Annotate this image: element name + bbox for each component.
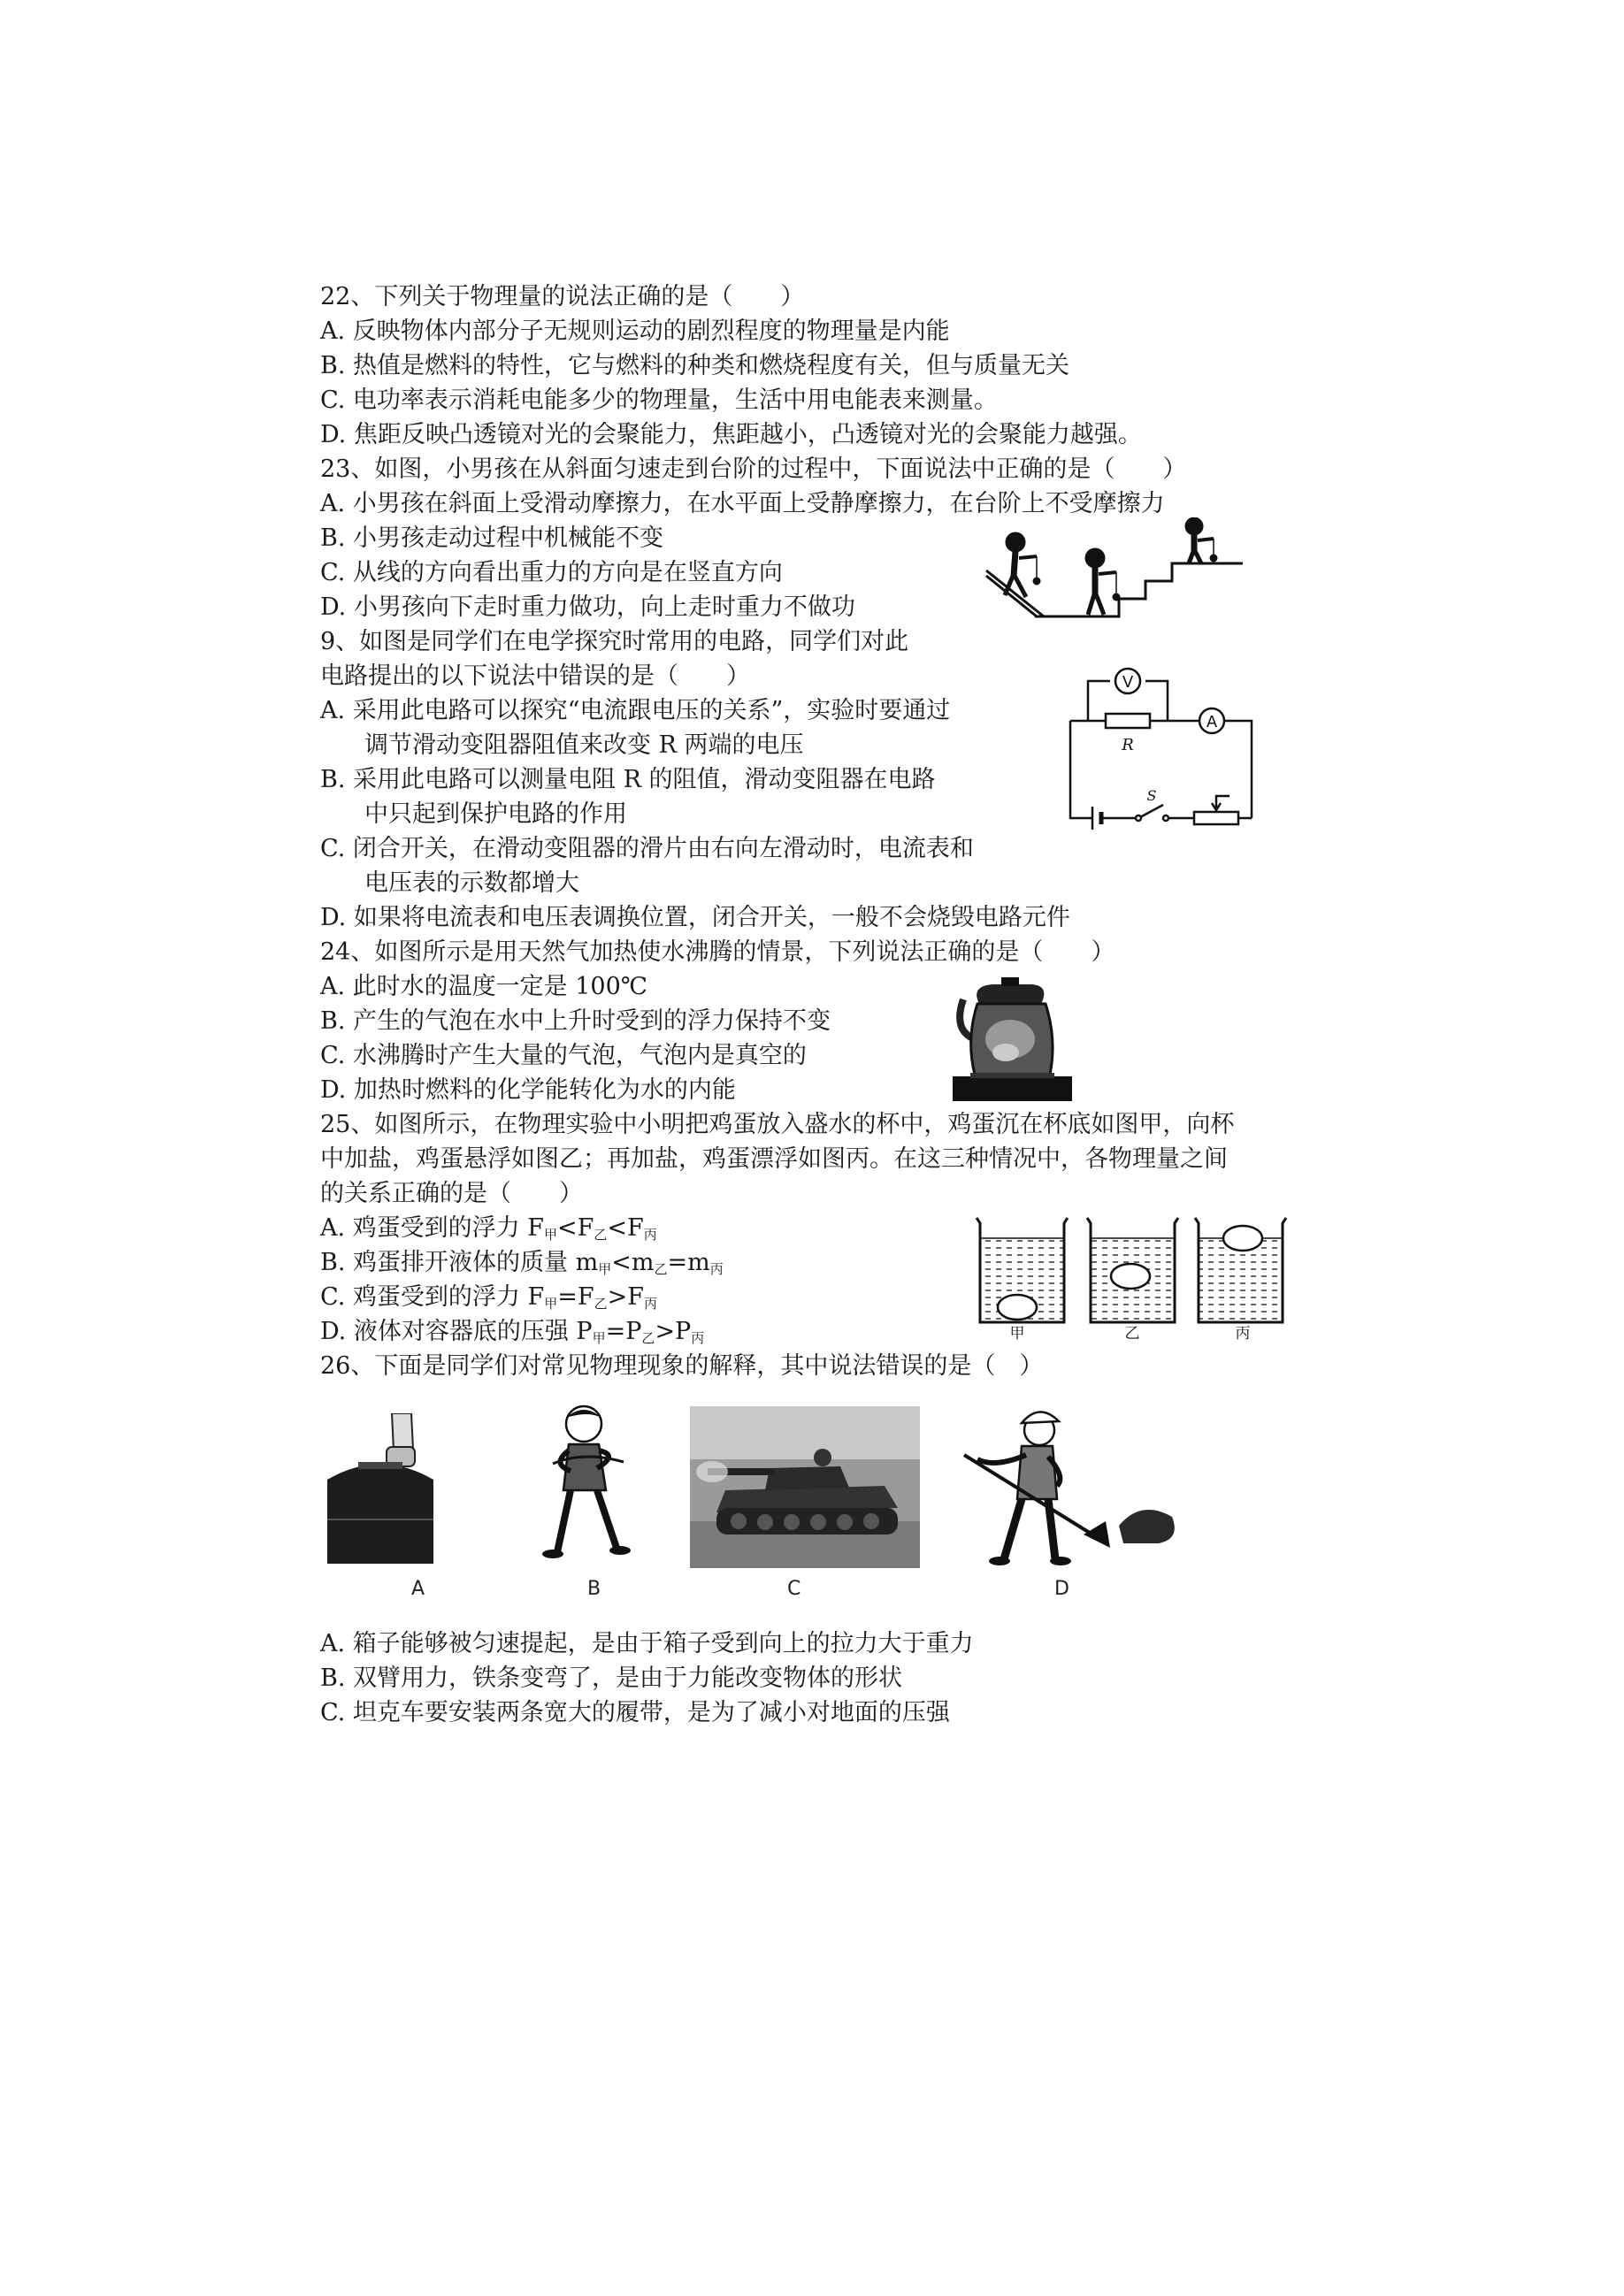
q23-option-a: A. 小男孩在斜面上受滑动摩擦力，在水平面上受静摩擦力，在台阶上不受摩擦力 <box>320 490 1165 517</box>
beaker-jia <box>977 1218 1068 1322</box>
q26-figure-label-d: D <box>1054 1578 1069 1600</box>
q25-option-a: A. 鸡蛋受到的浮力 $F_甲<F_乙<F_丙$ <box>320 1214 657 1243</box>
q26-figure-label-c: C <box>787 1578 801 1600</box>
q9-option-a-line1: A. 采用此电路可以探究“电流跟电压的关系”，实验时要通过 <box>320 697 951 724</box>
q23-option-c: C. 从线的方向看出重力的方向是在竖直方向 <box>320 559 783 586</box>
egg-beakers-figure <box>973 1216 1296 1340</box>
shoveling-figure <box>960 1402 1181 1570</box>
q26-option-c: C. 坦克车要安装两条宽大的履带，是为了减小对地面的压强 <box>320 1699 950 1726</box>
q9-stem-line1: 9、如图是同学们在电学探究时常用的电路，同学们对此 <box>320 628 909 655</box>
q25-option-d: D. 液体对容器底的压强 $P_甲=P_乙>P_丙$ <box>320 1318 705 1346</box>
q9-stem-line2: 电路提出的以下说法中错误的是（ ） <box>320 662 750 690</box>
q25-option-c: C. 鸡蛋受到的浮力 $F_甲=F_乙>F_丙$ <box>320 1283 657 1312</box>
q9-option-c-line1: C. 闭合开关，在滑动变阻器的滑片由右向左滑动时，电流表和 <box>320 835 974 862</box>
label-bing: 丙 <box>1235 1325 1251 1340</box>
q23-option-d: D. 小男孩向下走时重力做功，向上走时重力不做功 <box>320 593 855 621</box>
q24-option-d: D. 加热时燃料的化学能转化为水的内能 <box>320 1076 736 1104</box>
voltmeter-label: V <box>1122 673 1134 692</box>
q24-option-c: C. 水沸腾时产生大量的气泡，气泡内是真空的 <box>320 1042 807 1069</box>
bending-iron-bar-figure <box>535 1402 637 1561</box>
label-yi: 乙 <box>1124 1325 1140 1340</box>
q22-option-c: C. 电功率表示消耗电能多少的物理量，生活中用电能表来测量。 <box>320 386 998 414</box>
q9-option-d: D. 如果将电流表和电压表调换位置，闭合开关，一般不会烧毁电路元件 <box>320 904 1070 931</box>
beaker-bing <box>1195 1218 1286 1322</box>
q26-option-a: A. 箱子能够被匀速提起，是由于箱子受到向上的拉力大于重力 <box>320 1630 974 1657</box>
q24-option-a: A. 此时水的温度一定是 100℃ <box>320 973 647 1000</box>
q22-option-d: D. 焦距反映凸透镜对光的会聚能力，焦距越小，凸透镜对光的会聚能力越强。 <box>320 421 1142 448</box>
q26-option-b: B. 双臂用力，铁条变弯了，是由于力能改变物体的形状 <box>320 1665 903 1692</box>
q26-figure-label-b: B <box>587 1578 601 1600</box>
label-jia: 甲 <box>1009 1325 1025 1340</box>
q22-option-b: B. 热值是燃料的特性，它与燃料的种类和燃烧程度有关，但与质量无关 <box>320 352 1070 379</box>
q25-stem-line1: 25、如图所示，在物理实验中小明把鸡蛋放入盛水的杯中，鸡蛋沉在杯底如图甲，向杯 <box>320 1111 1235 1138</box>
q23-option-b: B. 小男孩走动过程中机械能不变 <box>320 524 664 552</box>
ammeter-label: A <box>1206 713 1218 731</box>
q26-figure-label-a: A <box>411 1578 425 1600</box>
q22-stem: 22、下列关于物理量的说法正确的是（ ） <box>320 283 805 310</box>
q22-option-a: A. 反映物体内部分子无规则运动的剧烈程度的物理量是内能 <box>320 318 950 345</box>
tank-photo <box>690 1406 920 1568</box>
box-lifting-figure <box>323 1413 438 1568</box>
q24-option-b: B. 产生的气泡在水中上升时受到的浮力保持不变 <box>320 1007 831 1035</box>
q25-stem-line2: 中加盐，鸡蛋悬浮如图乙；再加盐，鸡蛋漂浮如图丙。在这三种情况中，各物理量之间 <box>320 1145 1228 1173</box>
q9-option-b-line2: 中只起到保护电路的作用 <box>364 800 627 828</box>
q9-option-b-line1: B. 采用此电路可以测量电阻 R 的阻值，滑动变阻器在电路 <box>320 766 936 793</box>
q24-stem: 24、如图所示是用天然气加热使水沸腾的情景，下列说法正确的是（ ） <box>320 938 1115 966</box>
switch-label: S <box>1146 787 1157 804</box>
beaker-yi <box>1087 1218 1178 1322</box>
circuit-diagram <box>1053 654 1274 836</box>
boy-walking-figure <box>982 517 1247 622</box>
q23-stem: 23、如图，小男孩在从斜面匀速走到台阶的过程中，下面说法中正确的是（ ） <box>320 455 1187 483</box>
q9-option-a-line2: 调节滑动变阻器阻值来改变 R 两端的电压 <box>364 731 804 759</box>
q9-option-c-line2: 电压表的示数都增大 <box>364 869 579 897</box>
q26-stem: 26、下面是同学们对常见物理现象的解释，其中说法错误的是（ ） <box>320 1352 1044 1380</box>
q25-stem-line3: 的关系正确的是（ ） <box>320 1180 583 1207</box>
boiling-kettle-photo <box>953 977 1072 1101</box>
q25-option-b: B. 鸡蛋排开液体的质量 $m_甲<m_乙=m_丙$ <box>320 1249 724 1277</box>
resistor-label: R <box>1122 736 1134 754</box>
